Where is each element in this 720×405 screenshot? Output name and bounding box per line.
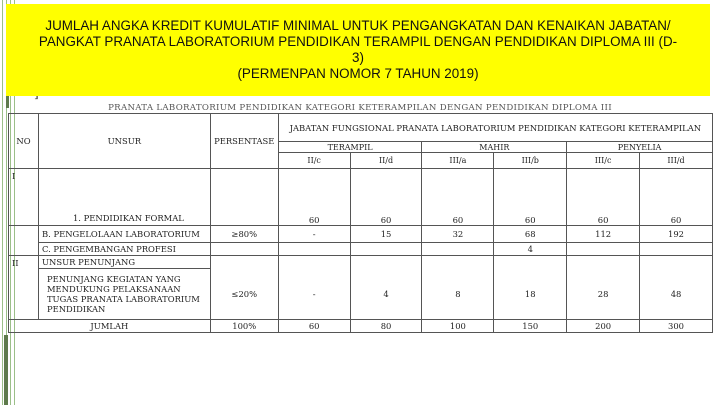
row-no-ii: II [9,256,39,269]
cell-value: 80 [350,319,422,332]
cell-value: 32 [422,225,494,243]
unsur-penunjang-kegiatan: PENUNJANG KEGIATAN YANG MENDUKUNG PELAKSANAAN TUGAS PRANATA LABORATORIUM PENDIDIKAN [38,269,210,319]
unsur-pengelolaan-lab: B. PENGELOLAAN LABORATORIUM [38,225,210,243]
table-row [9,256,713,269]
pct-penunjang: ≤20% [210,269,278,319]
header-group-mahir: MAHIR [422,142,567,153]
angka-kredit-table [8,113,713,333]
grade-iid: II/d [350,153,422,168]
title-line-1: JUMLAH ANGKA KREDIT KUMULATIF MINIMAL UNTUK PENGANGKATAN DAN KENAIKAN JABATAN/ [45,18,671,33]
header-persentase: PERSENTASE [210,114,278,169]
grade-iiib: III/b [494,153,567,168]
cell-value: 28 [567,269,640,319]
header-group-penyelia: PENYELIA [567,142,713,153]
table-row [9,168,713,225]
cell-value: 4 [350,269,422,319]
cell-value: 68 [494,225,567,243]
cell-value: 300 [640,319,713,332]
cell-value: 192 [640,225,713,243]
cell-value: 4 [494,243,567,256]
cell-value: 15 [350,225,422,243]
unsur-pendidikan-formal: 1. PENDIDIKAN FORMAL [38,168,210,225]
cell-value: 60 [278,168,350,225]
title-line-3: 3) [352,50,364,65]
cell-value: 100 [422,319,494,332]
header-row-1 [9,114,713,142]
grade-iic: II/c [278,153,350,168]
table-caption: PRANATA LABORATORIUM PENDIDIKAN KATEGORI KETERAMPILAN DENGAN PENDIDIKAN DIPLOMA III [108,103,612,113]
cell-value: 150 [494,319,567,332]
cell-value: 60 [494,168,567,225]
header-no: NO [9,114,39,169]
cell-value: 8 [422,269,494,319]
cell-value: 112 [567,225,640,243]
cell-value: 60 [278,319,350,332]
cell-value: 48 [640,269,713,319]
unsur-jumlah: JUMLAH [9,319,211,332]
cell-value: 18 [494,269,567,319]
cell-value: 60 [640,168,713,225]
row-no-i: I [9,168,39,225]
title-line-2: PANGKAT PRANATA LABORATORIUM PENDIDIKAN TERAMPIL DENGAN PENDIDIKAN DIPLOMA III (D- [38,34,678,49]
grade-iiia: III/a [422,153,494,168]
title-line-4: (PERMENPAN NOMOR 7 TAHUN 2019) [237,66,479,81]
header-group-terampil: TERAMPIL [278,142,422,153]
slide-title [6,4,710,96]
table-row [9,243,713,256]
cell-value: - [278,225,350,243]
cell-value: 60 [422,168,494,225]
pct-jumlah: 100% [210,319,278,332]
unsur-penunjang: UNSUR PENUNJANG [38,256,210,269]
cell-value: 60 [350,168,422,225]
cell-value: 200 [567,319,640,332]
header-jabatan: JABATAN FUNGSIONAL PRANATA LABORATORIUM PENDIDIKAN KATEGORI KETERAMPILAN [278,114,712,142]
cell-value: - [278,269,350,319]
grade-iiic: III/c [567,153,640,168]
table-row [9,225,713,243]
pct-pengelolaan: ≥80% [210,225,278,243]
table-row-total [9,319,713,332]
grade-iiid: III/d [640,153,713,168]
table-row [9,269,713,319]
header-unsur: UNSUR [38,114,210,169]
cell-value: 60 [567,168,640,225]
unsur-pengembangan-profesi: C. PENGEMBANGAN PROFESI [38,243,210,256]
